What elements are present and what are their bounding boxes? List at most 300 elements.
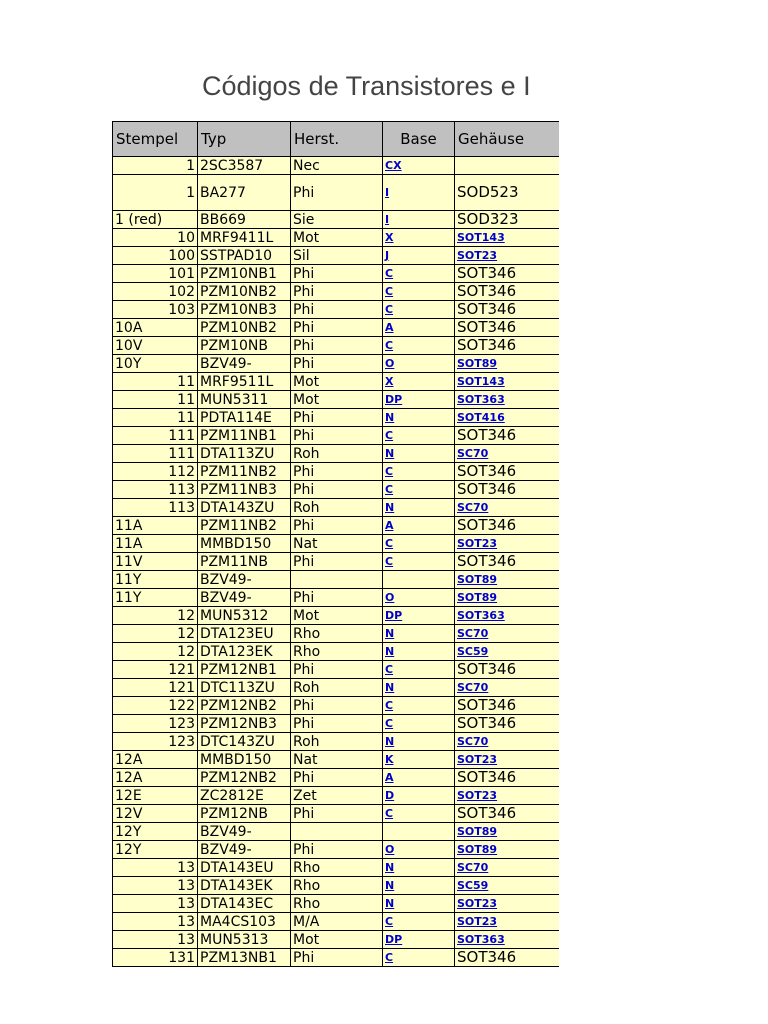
cell-herst: Phi bbox=[291, 265, 383, 283]
cell-typ: PZM12NB2 bbox=[198, 769, 291, 787]
table-row bbox=[113, 859, 560, 877]
cell-stempel: 13 bbox=[113, 859, 198, 877]
gehause-link[interactable]: SOT363 bbox=[457, 933, 505, 946]
cell-herst: Phi bbox=[291, 175, 383, 211]
cell-stempel: 122 bbox=[113, 697, 198, 715]
cell-base bbox=[383, 157, 455, 175]
cell-gehause bbox=[455, 877, 560, 895]
base-link[interactable]: DP bbox=[385, 609, 403, 622]
cell-gehause bbox=[455, 643, 560, 661]
cell-herst: Rho bbox=[291, 625, 383, 643]
cell-gehause bbox=[455, 715, 560, 733]
gehause-link[interactable]: SOT23 bbox=[457, 249, 498, 262]
cell-base bbox=[383, 337, 455, 355]
base-link[interactable]: K bbox=[385, 753, 394, 766]
cell-gehause bbox=[455, 157, 560, 175]
cell-gehause bbox=[455, 355, 560, 373]
cell-base bbox=[383, 715, 455, 733]
cell-gehause bbox=[455, 841, 560, 859]
gehause-link[interactable]: SC70 bbox=[457, 681, 489, 694]
base-link[interactable]: CX bbox=[385, 159, 402, 172]
table-row bbox=[113, 877, 560, 895]
base-link[interactable]: C bbox=[385, 555, 394, 568]
cell-herst: Phi bbox=[291, 409, 383, 427]
cell-base bbox=[383, 175, 455, 211]
cell-gehause bbox=[455, 445, 560, 463]
cell-typ: BZV49- bbox=[198, 823, 291, 841]
cell-stempel: 1 bbox=[113, 157, 198, 175]
table-row bbox=[113, 445, 560, 463]
base-link[interactable]: C bbox=[385, 483, 394, 496]
cell-typ: MUN5312 bbox=[198, 607, 291, 625]
gehause-link[interactable]: SOT89 bbox=[457, 573, 498, 586]
gehause-link[interactable]: SC70 bbox=[457, 627, 489, 640]
cell-typ: DTA143ZU bbox=[198, 499, 291, 517]
cell-gehause bbox=[455, 535, 560, 553]
cell-stempel: 12V bbox=[113, 805, 198, 823]
base-link[interactable]: N bbox=[385, 897, 395, 910]
cell-herst: Phi bbox=[291, 319, 383, 337]
table-row bbox=[113, 517, 560, 535]
cell-stempel: 12 bbox=[113, 625, 198, 643]
cell-stempel: 100 bbox=[113, 247, 198, 265]
cell-typ: PZM10NB bbox=[198, 337, 291, 355]
cell-gehause bbox=[455, 697, 560, 715]
cell-base bbox=[383, 697, 455, 715]
cell-herst bbox=[291, 823, 383, 841]
cell-gehause bbox=[455, 175, 560, 211]
gehause-link[interactable]: SOT89 bbox=[457, 357, 498, 370]
base-link[interactable]: C bbox=[385, 285, 394, 298]
cell-gehause bbox=[455, 463, 560, 481]
cell-typ: DTA123EK bbox=[198, 643, 291, 661]
cell-gehause bbox=[455, 391, 560, 409]
cell-base bbox=[383, 247, 455, 265]
cell-typ: PZM12NB3 bbox=[198, 715, 291, 733]
gehause-link[interactable]: SOT143 bbox=[457, 231, 505, 244]
cell-typ: PZM10NB1 bbox=[198, 265, 291, 283]
header-gehause: Gehäuse bbox=[455, 122, 560, 157]
cell-stempel: 113 bbox=[113, 499, 198, 517]
cell-gehause bbox=[455, 661, 560, 679]
cell-base bbox=[383, 283, 455, 301]
base-link[interactable]: C bbox=[385, 951, 394, 964]
gehause-link[interactable]: SOT416 bbox=[457, 411, 505, 424]
cell-gehause bbox=[455, 895, 560, 913]
cell-gehause bbox=[455, 373, 560, 391]
cell-stempel: 131 bbox=[113, 949, 198, 967]
table-row bbox=[113, 913, 560, 931]
cell-typ: MA4CS103 bbox=[198, 913, 291, 931]
cell-typ: BA277 bbox=[198, 175, 291, 211]
cell-gehause bbox=[455, 607, 560, 625]
cell-typ: DTA123EU bbox=[198, 625, 291, 643]
gehause-link[interactable]: SOT89 bbox=[457, 843, 498, 856]
cell-typ: DTA143EC bbox=[198, 895, 291, 913]
cell-stempel: 121 bbox=[113, 661, 198, 679]
cell-stempel: 13 bbox=[113, 913, 198, 931]
cell-typ: DTA143EU bbox=[198, 859, 291, 877]
cell-base bbox=[383, 805, 455, 823]
table-row bbox=[113, 733, 560, 751]
table-row bbox=[113, 409, 560, 427]
cell-herst: Phi bbox=[291, 301, 383, 319]
cell-gehause bbox=[455, 823, 560, 841]
cell-stempel: 121 bbox=[113, 679, 198, 697]
cell-stempel: 12Y bbox=[113, 823, 198, 841]
gehause-text: SOT346 bbox=[457, 768, 517, 786]
gehause-text: SOT346 bbox=[457, 318, 517, 336]
cell-typ: PDTA114E bbox=[198, 409, 291, 427]
base-link[interactable]: C bbox=[385, 429, 394, 442]
cell-herst: Sil bbox=[291, 247, 383, 265]
cell-gehause bbox=[455, 787, 560, 805]
cell-herst: Mot bbox=[291, 229, 383, 247]
cell-stempel: 10A bbox=[113, 319, 198, 337]
cell-herst: Rho bbox=[291, 859, 383, 877]
cell-gehause bbox=[455, 499, 560, 517]
base-link[interactable]: J bbox=[385, 249, 390, 262]
cell-typ: ZC2812E bbox=[198, 787, 291, 805]
cell-base bbox=[383, 229, 455, 247]
cell-base bbox=[383, 787, 455, 805]
cell-herst: Nec bbox=[291, 157, 383, 175]
cell-gehause bbox=[455, 229, 560, 247]
base-link[interactable]: N bbox=[385, 735, 395, 748]
base-link[interactable]: C bbox=[385, 339, 394, 352]
base-link[interactable]: C bbox=[385, 717, 394, 730]
cell-base bbox=[383, 445, 455, 463]
cell-herst: M/A bbox=[291, 913, 383, 931]
cell-gehause bbox=[455, 265, 560, 283]
cell-base bbox=[383, 823, 455, 841]
cell-base bbox=[383, 661, 455, 679]
gehause-link[interactable]: SOT23 bbox=[457, 789, 498, 802]
cell-herst: Zet bbox=[291, 787, 383, 805]
cell-base bbox=[383, 553, 455, 571]
gehause-text: SOD523 bbox=[457, 183, 519, 201]
cell-gehause bbox=[455, 733, 560, 751]
cell-base bbox=[383, 571, 455, 589]
transistor-codes-table bbox=[112, 121, 559, 967]
table-row bbox=[113, 265, 560, 283]
table-row bbox=[113, 175, 560, 211]
cell-typ: DTA113ZU bbox=[198, 445, 291, 463]
base-link[interactable]: A bbox=[385, 321, 394, 334]
base-link[interactable]: I bbox=[385, 213, 390, 226]
base-link[interactable]: N bbox=[385, 681, 395, 694]
cell-herst: Mot bbox=[291, 373, 383, 391]
base-link[interactable]: C bbox=[385, 267, 394, 280]
table-row bbox=[113, 481, 560, 499]
base-link[interactable]: D bbox=[385, 789, 395, 802]
cell-base bbox=[383, 517, 455, 535]
base-link[interactable]: C bbox=[385, 303, 394, 316]
cell-herst: Roh bbox=[291, 679, 383, 697]
cell-base bbox=[383, 319, 455, 337]
base-link[interactable]: I bbox=[385, 186, 390, 199]
cell-herst bbox=[291, 571, 383, 589]
gehause-link[interactable]: SOT23 bbox=[457, 753, 498, 766]
cell-base bbox=[383, 265, 455, 283]
cell-base bbox=[383, 877, 455, 895]
base-link[interactable]: N bbox=[385, 645, 395, 658]
table-row bbox=[113, 427, 560, 445]
cell-stempel: 123 bbox=[113, 715, 198, 733]
cell-typ: MMBD150 bbox=[198, 751, 291, 769]
cell-typ: SSTPAD10 bbox=[198, 247, 291, 265]
cell-stempel: 111 bbox=[113, 445, 198, 463]
header-stempel: Stempel bbox=[113, 122, 198, 157]
gehause-text: SOT346 bbox=[457, 462, 517, 480]
table-row bbox=[113, 355, 560, 373]
gehause-link[interactable]: SOT363 bbox=[457, 393, 505, 406]
gehause-text: SOT346 bbox=[457, 516, 517, 534]
table-row bbox=[113, 211, 560, 229]
gehause-link[interactable]: SOT23 bbox=[457, 537, 498, 550]
cell-stempel: 10Y bbox=[113, 355, 198, 373]
cell-stempel: 11 bbox=[113, 391, 198, 409]
cell-typ: PZM13NB1 bbox=[198, 949, 291, 967]
cell-base bbox=[383, 427, 455, 445]
table-row bbox=[113, 535, 560, 553]
cell-base bbox=[383, 913, 455, 931]
cell-typ: PZM10NB3 bbox=[198, 301, 291, 319]
cell-typ: BZV49- bbox=[198, 355, 291, 373]
cell-herst: Roh bbox=[291, 499, 383, 517]
cell-base bbox=[383, 373, 455, 391]
cell-stempel: 13 bbox=[113, 931, 198, 949]
cell-stempel: 13 bbox=[113, 877, 198, 895]
cell-stempel: 11 bbox=[113, 409, 198, 427]
gehause-link[interactable]: SOT23 bbox=[457, 897, 498, 910]
base-link[interactable]: C bbox=[385, 699, 394, 712]
gehause-link[interactable]: SC70 bbox=[457, 447, 489, 460]
gehause-text: SOT346 bbox=[457, 480, 517, 498]
cell-herst: Phi bbox=[291, 517, 383, 535]
table-body bbox=[113, 157, 560, 967]
gehause-link[interactable]: SOT89 bbox=[457, 591, 498, 604]
cell-base bbox=[383, 607, 455, 625]
table-row bbox=[113, 625, 560, 643]
gehause-text: SOT346 bbox=[457, 300, 517, 318]
cell-base bbox=[383, 751, 455, 769]
cell-base bbox=[383, 409, 455, 427]
cell-typ: MRF9411L bbox=[198, 229, 291, 247]
cell-herst: Mot bbox=[291, 607, 383, 625]
table-row bbox=[113, 373, 560, 391]
cell-base bbox=[383, 499, 455, 517]
cell-base bbox=[383, 859, 455, 877]
gehause-text: SOT346 bbox=[457, 804, 517, 822]
cell-gehause bbox=[455, 427, 560, 445]
gehause-text: SOT346 bbox=[457, 660, 517, 678]
table-row bbox=[113, 391, 560, 409]
cell-base bbox=[383, 931, 455, 949]
gehause-link[interactable]: SOT143 bbox=[457, 375, 505, 388]
cell-herst: Rho bbox=[291, 877, 383, 895]
table-row bbox=[113, 697, 560, 715]
cell-typ: PZM11NB3 bbox=[198, 481, 291, 499]
base-link[interactable]: C bbox=[385, 807, 394, 820]
base-link[interactable]: N bbox=[385, 627, 395, 640]
cell-base bbox=[383, 535, 455, 553]
cell-stempel: 11Y bbox=[113, 589, 198, 607]
base-link[interactable]: X bbox=[385, 231, 394, 244]
cell-base bbox=[383, 355, 455, 373]
gehause-text: SOT346 bbox=[457, 948, 517, 966]
cell-base bbox=[383, 481, 455, 499]
cell-base bbox=[383, 841, 455, 859]
base-link[interactable]: DP bbox=[385, 933, 403, 946]
cell-stempel: 1 (red) bbox=[113, 211, 198, 229]
cell-herst: Phi bbox=[291, 949, 383, 967]
base-link[interactable]: N bbox=[385, 411, 395, 424]
cell-herst: Phi bbox=[291, 283, 383, 301]
gehause-link[interactable]: SC70 bbox=[457, 501, 489, 514]
cell-typ: PZM10NB2 bbox=[198, 283, 291, 301]
table-row bbox=[113, 895, 560, 913]
cell-base bbox=[383, 391, 455, 409]
cell-stempel: 12 bbox=[113, 643, 198, 661]
cell-typ: BZV49- bbox=[198, 841, 291, 859]
cell-base bbox=[383, 643, 455, 661]
table-row bbox=[113, 769, 560, 787]
cell-gehause bbox=[455, 805, 560, 823]
cell-base bbox=[383, 301, 455, 319]
cell-herst: Nat bbox=[291, 535, 383, 553]
base-link[interactable]: A bbox=[385, 771, 394, 784]
cell-stempel: 10 bbox=[113, 229, 198, 247]
base-link[interactable]: X bbox=[385, 375, 394, 388]
table-row bbox=[113, 715, 560, 733]
cell-gehause bbox=[455, 913, 560, 931]
gehause-link[interactable]: SC59 bbox=[457, 879, 489, 892]
cell-stempel: 12Y bbox=[113, 841, 198, 859]
cell-gehause bbox=[455, 751, 560, 769]
cell-typ: PZM11NB bbox=[198, 553, 291, 571]
base-link[interactable]: C bbox=[385, 663, 394, 676]
table-row bbox=[113, 157, 560, 175]
cell-gehause bbox=[455, 571, 560, 589]
base-link[interactable]: O bbox=[385, 843, 395, 856]
cell-typ: MUN5313 bbox=[198, 931, 291, 949]
table-row bbox=[113, 571, 560, 589]
cell-gehause bbox=[455, 211, 560, 229]
table-row bbox=[113, 787, 560, 805]
cell-stempel: 12A bbox=[113, 751, 198, 769]
header-herst: Herst. bbox=[291, 122, 383, 157]
cell-typ: BZV49- bbox=[198, 589, 291, 607]
cell-herst: Phi bbox=[291, 589, 383, 607]
table-row bbox=[113, 283, 560, 301]
base-link[interactable]: N bbox=[385, 501, 395, 514]
gehause-text: SOD323 bbox=[457, 210, 519, 228]
cell-gehause bbox=[455, 949, 560, 967]
cell-typ: PZM11NB1 bbox=[198, 427, 291, 445]
gehause-text: SOT346 bbox=[457, 426, 517, 444]
cell-gehause bbox=[455, 625, 560, 643]
table-row bbox=[113, 643, 560, 661]
cell-herst: Mot bbox=[291, 931, 383, 949]
cell-stempel: 11A bbox=[113, 535, 198, 553]
table-row bbox=[113, 607, 560, 625]
table-row bbox=[113, 553, 560, 571]
base-link[interactable]: O bbox=[385, 591, 395, 604]
cell-typ: PZM12NB2 bbox=[198, 697, 291, 715]
cell-typ: PZM11NB2 bbox=[198, 517, 291, 535]
gehause-text: SOT346 bbox=[457, 264, 517, 282]
cell-typ: MRF9511L bbox=[198, 373, 291, 391]
base-link[interactable]: C bbox=[385, 537, 394, 550]
cell-gehause bbox=[455, 859, 560, 877]
table-row bbox=[113, 949, 560, 967]
cell-base bbox=[383, 769, 455, 787]
cell-herst: Phi bbox=[291, 355, 383, 373]
cell-stempel: 101 bbox=[113, 265, 198, 283]
base-link[interactable]: N bbox=[385, 861, 395, 874]
table-header-row bbox=[113, 122, 560, 157]
cell-gehause bbox=[455, 409, 560, 427]
table-row bbox=[113, 589, 560, 607]
cell-stempel: 111 bbox=[113, 427, 198, 445]
base-link[interactable]: C bbox=[385, 465, 394, 478]
table-row bbox=[113, 679, 560, 697]
gehause-text: SOT346 bbox=[457, 696, 517, 714]
cell-typ: DTC143ZU bbox=[198, 733, 291, 751]
cell-typ: MUN5311 bbox=[198, 391, 291, 409]
base-link[interactable]: N bbox=[385, 879, 395, 892]
page-title: Códigos de Transistores e I bbox=[202, 71, 531, 101]
cell-herst: Phi bbox=[291, 463, 383, 481]
cell-typ: BZV49- bbox=[198, 571, 291, 589]
cell-stempel: 102 bbox=[113, 283, 198, 301]
cell-base bbox=[383, 949, 455, 967]
cell-typ: BB669 bbox=[198, 211, 291, 229]
cell-gehause bbox=[455, 319, 560, 337]
gehause-link[interactable]: SOT363 bbox=[457, 609, 505, 622]
table-row bbox=[113, 247, 560, 265]
cell-stempel: 11A bbox=[113, 517, 198, 535]
table-row bbox=[113, 931, 560, 949]
base-link[interactable]: DP bbox=[385, 393, 403, 406]
table-row bbox=[113, 463, 560, 481]
gehause-text: SOT346 bbox=[457, 714, 517, 732]
base-link[interactable]: C bbox=[385, 915, 394, 928]
base-link[interactable]: O bbox=[385, 357, 395, 370]
cell-gehause bbox=[455, 247, 560, 265]
cell-stempel: 112 bbox=[113, 463, 198, 481]
cell-base bbox=[383, 211, 455, 229]
base-link[interactable]: A bbox=[385, 519, 394, 532]
gehause-text: SOT346 bbox=[457, 336, 517, 354]
cell-gehause bbox=[455, 517, 560, 535]
cell-stempel: 103 bbox=[113, 301, 198, 319]
cell-stempel: 12E bbox=[113, 787, 198, 805]
gehause-link[interactable]: SOT89 bbox=[457, 825, 498, 838]
cell-herst: Phi bbox=[291, 481, 383, 499]
gehause-link[interactable]: SOT23 bbox=[457, 915, 498, 928]
cell-herst: Sie bbox=[291, 211, 383, 229]
gehause-link[interactable]: SC70 bbox=[457, 861, 489, 874]
cell-typ: PZM11NB2 bbox=[198, 463, 291, 481]
gehause-text: SOT346 bbox=[457, 552, 517, 570]
gehause-link[interactable]: SC70 bbox=[457, 735, 489, 748]
table-row bbox=[113, 661, 560, 679]
gehause-link[interactable]: SC59 bbox=[457, 645, 489, 658]
cell-base bbox=[383, 625, 455, 643]
base-link[interactable]: N bbox=[385, 447, 395, 460]
